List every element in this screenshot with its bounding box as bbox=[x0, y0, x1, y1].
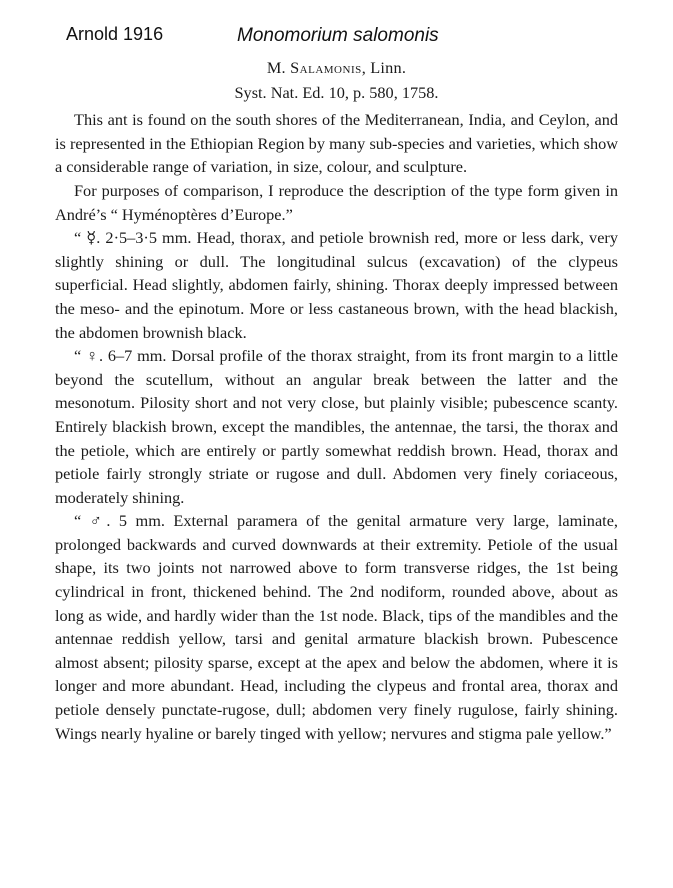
paragraph-female: “ ♀. 6–7 mm. Dorsal profile of the thorax straight, from its front margin to a little beyond the scutellum, without an angular break between the latter and the mesonotum. Pilosity short and not very close, but plainly visible; pubescence scanty. Entirely blackish brown, except the mandibles, the antennae, the tarsi, the thorax and the petiole, which are entirely or partly somewhat reddish brown. Head, thorax and petiole fairly strongly striate or rugose and dull. Abdomen very finely coriaceous, moderately shining. bbox=[55, 346, 618, 507]
document-page bbox=[55, 56, 618, 745]
paragraph-worker: “ ☿. 2·5–3·5 mm. Head, thorax, and petiole brownish red, more or less dark, very slightly shining or dull. The longitudinal sulcus (excavation) of the clypeus superficial. Head slightly, abdomen fairly, shining. Thorax deeply impressed between the meso- and the epinotum. More or less castaneous brown, with the head blackish, the abdomen brownish black. bbox=[55, 228, 618, 342]
paragraph-distribution: This ant is found on the south shores of the Mediterranean, India, and Ceylon, and is represented in the Ethiopian Region by many sub-species and varieties, which show a considerable range of variation, in size, colour, and sculpture. bbox=[55, 110, 618, 177]
species-citation: Syst. Nat. Ed. 10, p. 580, 1758. bbox=[234, 82, 439, 102]
species-genus-abbrev: M. bbox=[266, 58, 286, 77]
species-authority: , Linn. bbox=[361, 58, 407, 77]
header-author-year: Arnold 1916 bbox=[66, 24, 164, 44]
species-epithet: Salamonis bbox=[290, 58, 362, 77]
species-heading bbox=[55, 56, 618, 80]
paragraph-male: “ ♂. 5 mm. External paramera of the genital armature very large, laminate, prolonged backwards and curved downwards at their extremity. Petiole of the usual shape, its two joints not narrowed above to form transverse ridges, the 1st being cylindrical in front, thickened behind. The 2nd nodiform, rounded above, about as long as wide, and hardly wider than the 1st node. Black, tips of the mandibles and the antennae reddish yellow, tarsi and genital armature blackish brown. Pubescence almost absent; pilosity sparse, except at the apex and below the abdomen, where it is longer and more abundant. Head, including the clypeus and frontal area, thorax and petiole densely punctate-rugose, dull; abdomen very finely rugulose, fairly shining. Wings nearly hyaline or barely tinged with yellow; nervures and stigma pale yellow.” bbox=[55, 511, 618, 743]
paragraph-comparison: For purposes of comparison, I reproduce the description of the type form given in André’s “ Hyménoptères d’Europe.” bbox=[55, 180, 618, 224]
header-species-name: Monomorium salomonis bbox=[237, 25, 439, 46]
